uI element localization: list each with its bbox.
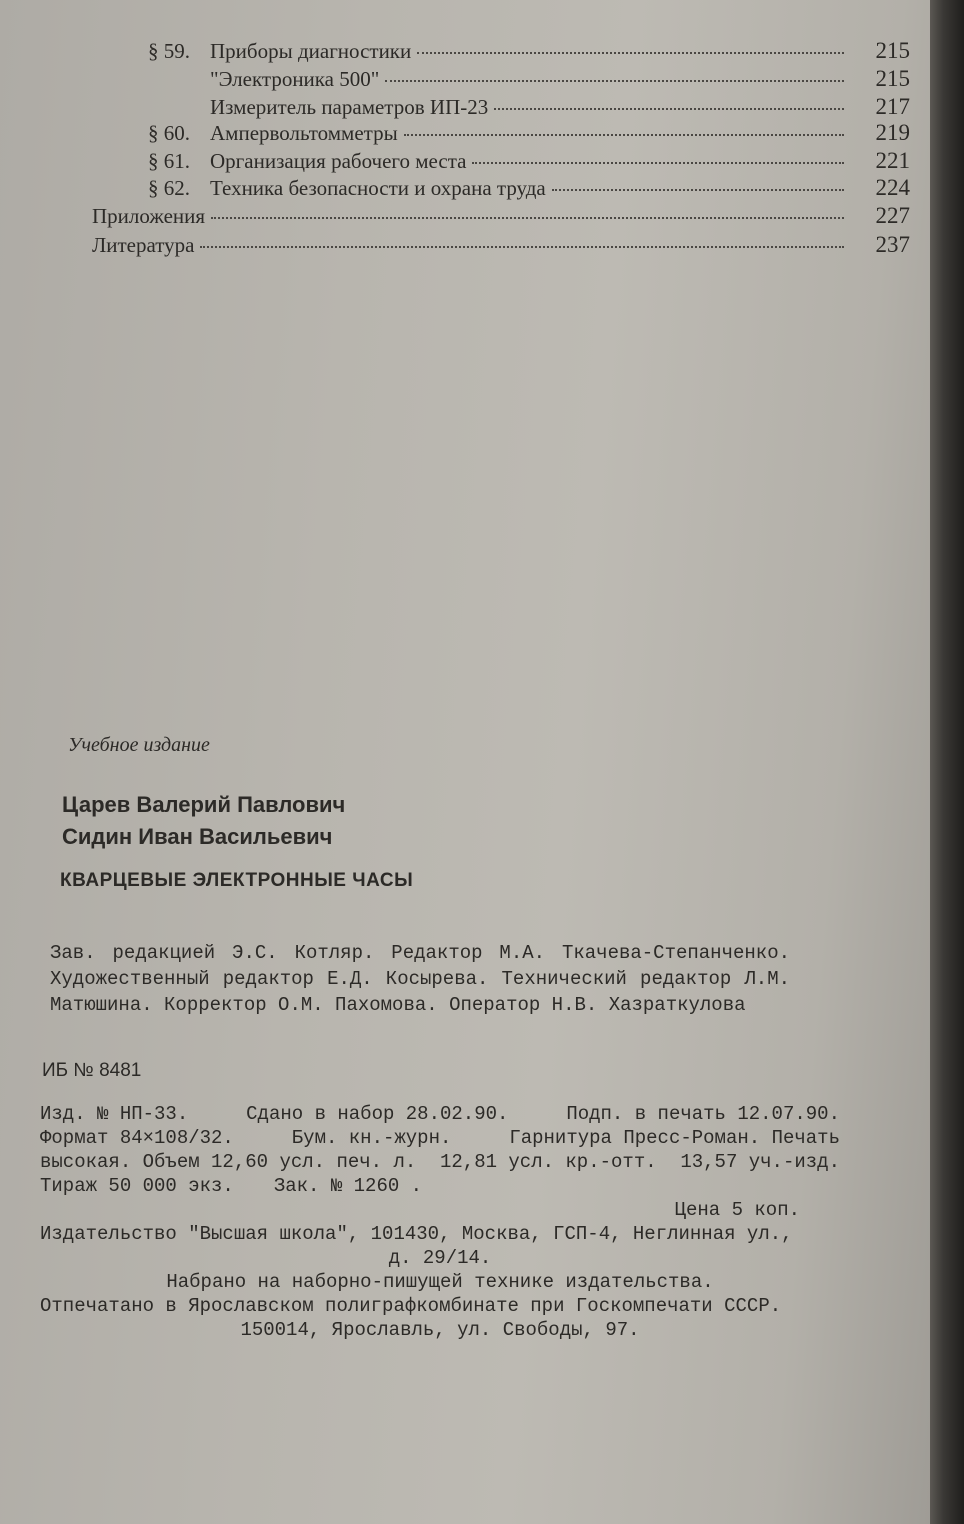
toc-page-number: 227: [875, 203, 910, 228]
toc-leader-dots: [472, 162, 844, 164]
pub-cell: Сдано в набор 28.02.90.: [246, 1103, 509, 1125]
publisher-address: д. 29/14.: [388, 1247, 492, 1269]
author-2: Сидин Иван Васильевич: [62, 824, 333, 849]
toc-section-number: § 59.: [148, 39, 190, 63]
toc-page-number: 237: [875, 232, 910, 257]
toc-page-number: 219: [875, 120, 910, 145]
pub-cell: 12,81 усл. кр.-отт.: [439, 1151, 657, 1173]
publisher: Издательство "Высшая школа", 101430, Москва, ГСП-4, Неглинная ул.,: [40, 1223, 793, 1245]
toc-leader-dots: [417, 52, 844, 54]
toc-entry: [148, 148, 910, 174]
book-title: КВАРЦЕВЫЕ ЭЛЕКТРОННЫЕ ЧАСЫ: [60, 870, 414, 891]
printed-note: Отпечатано в Ярославском полиграфкомбинате при Госкомпечати СССР.: [40, 1295, 782, 1317]
pub-cell: 13,57 уч.-изд.: [680, 1151, 840, 1173]
pub-cell: Бум. кн.-журн.: [291, 1127, 452, 1149]
pub-line: [40, 1102, 840, 1126]
toc-page-number: 215: [875, 38, 910, 63]
toc-title: Техника безопасности и охрана труда: [210, 176, 546, 200]
publication-details: [40, 1102, 840, 1342]
pub-cell: Тираж 50 000 экз.: [40, 1175, 234, 1197]
pub-cell: высокая. Объем 12,60 усл. печ. л.: [40, 1151, 417, 1173]
toc-section-number: § 60.: [148, 121, 190, 145]
toc-leader-dots: [211, 217, 844, 219]
page-edge: [930, 0, 964, 1524]
pub-line: [40, 1174, 840, 1198]
author-1: Царев Валерий Павлович: [62, 792, 346, 817]
toc-entry: [148, 120, 910, 146]
ib-number: ИБ № 8481: [42, 1060, 142, 1081]
toc-title: Приложения: [92, 204, 206, 228]
toc-entry: [148, 38, 910, 64]
pub-cell: Подп. в печать 12.07.90.: [566, 1103, 840, 1125]
toc-entry: [148, 94, 910, 120]
pub-cell: Изд. № НП-33.: [40, 1103, 189, 1125]
toc-page-number: 224: [875, 175, 910, 200]
editorial-staff: Зав. редакцией Э.С. Котляр. Редактор М.А. Ткачева-Степанченко. Художественный редактор Е.Д. Косырева. Технический редактор Л.М. Матюшина. Корректор О.М. Пахомова. Оператор Н.В. Хазраткулова: [50, 942, 790, 1016]
toc-leader-dots: [385, 80, 844, 82]
pub-line: [40, 1126, 840, 1150]
toc-page-number: 221: [875, 148, 910, 173]
toc-leader-dots: [404, 134, 844, 136]
toc-entry: [92, 203, 910, 229]
toc-title: Приборы диагностики: [210, 39, 412, 63]
toc-leader-dots: [494, 108, 844, 110]
pub-cell: Зак. № 1260 .: [273, 1175, 423, 1197]
toc-section-number: § 61.: [148, 149, 190, 173]
pub-line: [40, 1150, 840, 1174]
toc-title: Измеритель параметров ИП-23: [210, 95, 489, 119]
toc-leader-dots: [200, 246, 844, 248]
toc-entry: [92, 232, 910, 258]
toc-entry: [148, 175, 910, 201]
toc-title: Ампервольтомметры: [210, 121, 398, 145]
toc-title: "Электроника 500": [210, 67, 380, 91]
toc-page-number: 215: [875, 66, 910, 91]
toc-entry: [148, 66, 910, 92]
typeset-note: Набрано на наборно-пишущей технике издательства.: [166, 1271, 714, 1293]
edition-type: Учебное издание: [68, 734, 210, 756]
toc-title: Организация рабочего места: [210, 149, 467, 173]
toc-leader-dots: [552, 189, 844, 191]
toc-title: Литература: [92, 233, 195, 257]
pub-cell: Формат 84×108/32.: [40, 1127, 234, 1149]
printed-address: 150014, Ярославль, ул. Свободы, 97.: [240, 1319, 640, 1341]
pub-cell: Гарнитура Пресс-Роман. Печать: [509, 1127, 840, 1149]
price: Цена 5 коп.: [674, 1199, 800, 1221]
toc-page-number: 217: [875, 94, 910, 119]
toc-section-number: § 62.: [148, 176, 190, 200]
